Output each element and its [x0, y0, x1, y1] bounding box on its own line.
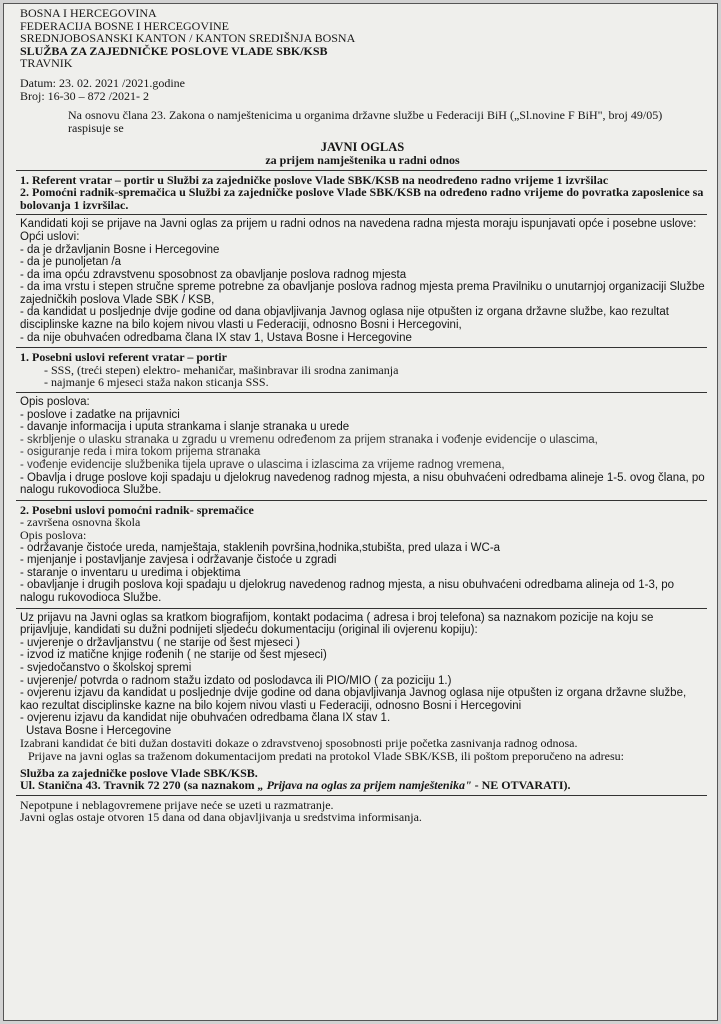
- documentation-section: [20, 612, 705, 738]
- divider: [16, 795, 707, 796]
- duty-item: - osiguranje reda i mira tokom prijema stranaka: [20, 446, 261, 459]
- doc-item: - ovjerenu izjavu da kandidat u posljednje dvije godine od dana objavljivanja Javnog oglasa nije otpušten iz organa državne službe, kao rezultat disciplinske kazne na bilo kojem nivou vlasti u Federaciji, odnosno Bosni i Hercegovini: [20, 687, 687, 712]
- duty-item: - mjenjanje i postavljanje zavjesa i održavanje čistoće u zgradi: [20, 554, 337, 567]
- special1-item: - najmanje 6 mjeseci staža nakon sticanja SSS.: [44, 375, 269, 390]
- duty-item: - obavljanje i drugih poslova koji spadaju u djelokrug navedenog radnog mjesta, a nisu obuhvaćeni odredbama alineja od 1-3, po nalogu rukovodioca Službe.: [20, 579, 675, 604]
- closing-section: [20, 737, 705, 824]
- general-item: - da je punoljetan /a: [20, 256, 122, 269]
- general-item: - da ima opću zdravstvenu sposobnost za obavljanje poslova radnog mjesta: [20, 268, 407, 281]
- special1-heading: 1. Posebni uslovi referent vratar – portir: [20, 350, 227, 365]
- general-item: - da nije obuhvaćen odredbama člana IX stav 1, Ustava Bosne i Hercegovine: [20, 331, 412, 344]
- duty-item: - staranje o inventaru u uredima i objektima: [20, 566, 241, 579]
- general-lead: Kandidati koji se prijave na Javni oglas za prijem u radni odnos na navedena radna mjesta moraju ispunjavati opće i posebne uslove:: [20, 218, 697, 231]
- divider: [16, 500, 707, 501]
- duty-item: - održavanje čistoće ureda, namještaja, staklenih površina,hodnika,stubišta, pred ulaza i WC-a: [20, 541, 501, 554]
- header-number: Broj: 16-30 – 872 /2021- 2: [20, 88, 149, 103]
- do-not-open: - NE OTVARATI).: [471, 778, 571, 793]
- special-conditions-1: [20, 351, 705, 389]
- address-line-2: [20, 779, 705, 792]
- header-country: BOSNA I HERCEGOVINA: [20, 6, 157, 20]
- duties-2: [20, 542, 705, 605]
- duty-item: - vođenje evidencije službenika tijela uprave o ulascima i izlascima za vrijeme radnog vremena,: [20, 459, 505, 471]
- header-city: TRAVNIK: [20, 56, 73, 71]
- closing-incomplete: Nepotpune i neblagovremene prijave neće se uzeti u razmatranje.: [20, 797, 334, 812]
- special1-item: - SSS, (treći stepen) elektro- mehaničar, mašinbravar ili srodna zanimanja: [44, 362, 399, 377]
- general-item: - da ima vrstu i stepen stručne spreme potrebne za obavljanje poslova radnog mjesta prema Pravilniku o unutarnjoj organizaciji Službe zajedničkih poslova Vlade SBK / KSB,: [20, 281, 705, 306]
- duty-item: - skrbljenje o ulasku stranaka u zgradu u vremenu određenom za prijem stranaka i vođenje evidencije o ulascima,: [20, 433, 598, 446]
- special-conditions-2: [20, 504, 705, 605]
- notice-page: [3, 3, 718, 1021]
- divider: [16, 347, 707, 348]
- closing-submission: Prijave na javni oglas sa traženom dokumentacijom predati na protokol Vlade SBK/KSB, ili poštom preporučeno na adresu:: [28, 749, 624, 764]
- duties1-heading: Opis poslova:: [20, 396, 90, 409]
- doc-item: - uvjerenje/ potvrda o radnom stažu izdato od poslodavca ili PIO/MIO ( za poziciju 1.): [20, 674, 452, 687]
- divider: [16, 608, 707, 609]
- duty-item: - Obavlja i druge poslove koji spadaju u djelokrug navedenog radnog mjesta, a nisu obuhvaćeni odredbama alineje 1-5. ovog člana, po nalogu rukovodioca Službe.: [20, 471, 705, 497]
- address-line-1: Služba za zajedničke poslove Vlade SBK/KSB.: [20, 765, 258, 780]
- divider: [16, 170, 707, 171]
- docs-lead: Uz prijavu na Javni oglas sa kratkom biografijom, kontakt podacima ( adresa i broj telefona) sa naznakom pozicije na koju se prijavljuje, kandidati su dužni podnijeti sljedeću dokumentaciju (original ili ovjerenu kopiju):: [20, 611, 654, 637]
- notice-title: JAVNI OGLAS: [320, 140, 405, 155]
- duty-item: - poslove i zadatke na prijavnici: [20, 408, 180, 421]
- duties2-heading: Opis poslova:: [20, 527, 87, 542]
- special2-heading: 2. Posebni uslovi pomoćni radnik- spremačice: [20, 502, 254, 517]
- notice-subtitle: za prijem namještenika u radni odnos: [265, 152, 460, 167]
- doc-item: - uvjerenje o državljanstvu ( ne starije od šest mjeseci ): [20, 636, 300, 649]
- general-conditions: [20, 218, 705, 344]
- doc-item: - izvod iz matične knjige rođenih ( ne starije od šest mjeseci): [20, 649, 327, 662]
- duties-1: [20, 396, 705, 497]
- doc-item: - svjedočanstvo o školskoj spremi: [20, 661, 192, 674]
- general-item: - da je državljanin Bosne i Hercegovine: [20, 243, 220, 256]
- closing-open-period: Javni oglas ostaje otvoren 15 dana od dana objavljivanja u sredstvima informisanja.: [20, 810, 422, 825]
- header-federation: FEDERACIJA BOSNE I HERCEGOVINE: [20, 18, 230, 33]
- general-heading: Opći uslovi:: [20, 230, 80, 243]
- general-item: - da kandidat u posljednje dvije godine od dana objavljivanja Javnog oglasa nije otpušten iz organa državne službe, kao rezultat disciplinske kazne na bilo kojem nivou vlasti u Federaciji, odnosno Bosni i Hercegovini,: [20, 306, 669, 332]
- header-service: SLUŽBA ZA ZAJEDNIČKE POSLOVE VLADE SBK/KSB: [20, 43, 328, 58]
- address-street: Ul. Stanična 43. Travnik 72 270 (sa naznakom: [20, 778, 258, 793]
- special2-item: - završena osnovna škola: [20, 515, 141, 530]
- intro-paragraph: Na osnovu člana 23. Zakona o namještenicima u organima državne službe u Federaciji BiH („Sl.novine F BiH", broj 49/05) raspisuje se: [68, 108, 663, 135]
- divider: [16, 392, 707, 393]
- positions-list: [20, 174, 705, 212]
- header-date: Datum: 23. 02. 2021 /2021.godine: [20, 75, 185, 90]
- header-block: [20, 7, 705, 102]
- position-2: 2. Pomoćni radnik-spremačica u Službi za zajedničke poslove Vlade SBK/KSB na određeno radno vrijeme do povratka zaposlenice sa bolovanja 1 izvršilac.: [20, 185, 704, 212]
- envelope-label: „ Prijava na oglas za prijem namještenika": [257, 778, 472, 793]
- duty-item: - davanje informacija i uputa strankama i slanje stranaka u urede: [20, 421, 350, 434]
- position-1: 1. Referent vratar – portir u Službi za zajedničke poslove Vlade SBK/KSB na neodređeno radno vrijeme 1 izvršilac: [20, 172, 609, 187]
- header-canton: SREDNJOBOSANSKI KANTON / KANTON SREDIŠNJA BOSNA: [20, 31, 356, 46]
- doc-item: Ustava Bosne i Hercegovine: [26, 724, 172, 737]
- divider: [16, 214, 707, 215]
- doc-item: - ovjerenu izjavu da kandidat nije obuhvaćen odredbama člana IX stav 1.: [20, 712, 391, 725]
- closing-health: Izabrani kandidat će biti dužan dostaviti dokaze o zdravstvenoj sposobnosti prije početka zasnivanja radnog odnosa.: [20, 736, 578, 751]
